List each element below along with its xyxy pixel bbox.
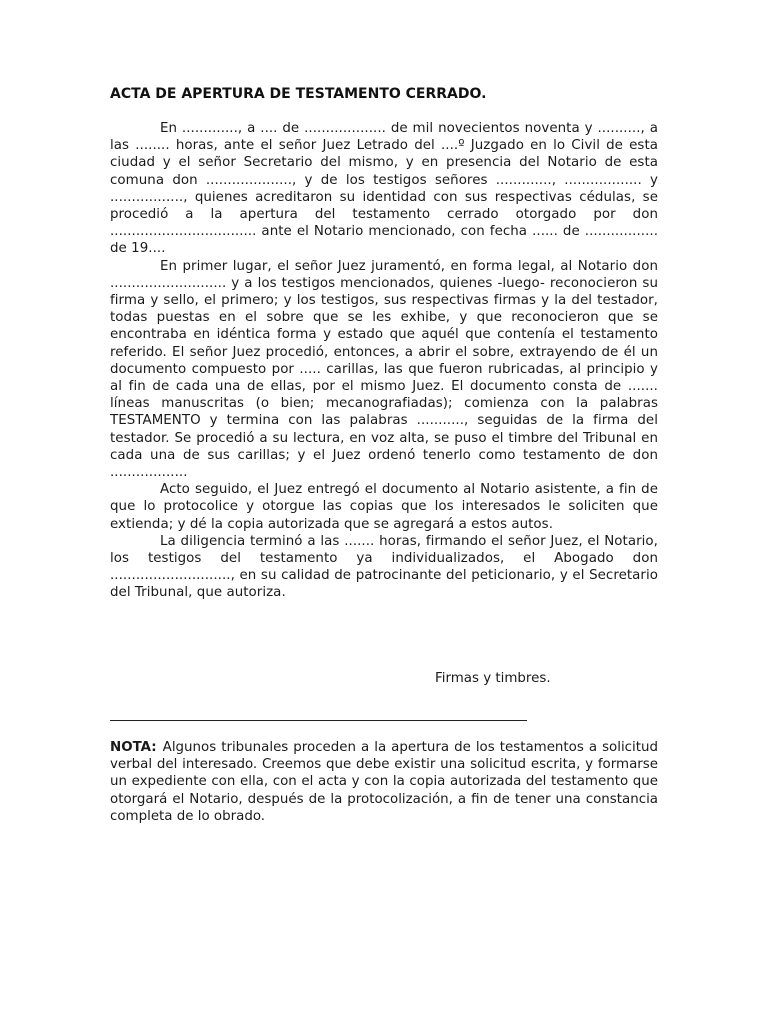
signature-line: Firmas y timbres. (435, 671, 551, 686)
paragraph-delivery: Acto seguido, el Juez entregó el documento al Notario asistente, a fin de que lo protocolice y otorgue las copias que los interesados le soliciten que extienda; y dé la copia autorizada que se agregará a estos autos. (110, 482, 658, 532)
document-title: ACTA DE APERTURA DE TESTAMENTO CERRADO. (110, 86, 487, 102)
paragraph-oath: En primer lugar, el señor Juez juramentó, en forma legal, al Notario don ........................... y a los testigos mencionados, quienes -luego- reconocieron su firma y sello, el primero; y los testigos, sus respectivas firmas y la del testador, todas puestas en el sobre que se les exhibe, y que reconocieron que se encontraba en idéntica forma y estado que aquél que contenía el testamento referido. El señor Juez procedió, entonces, a abrir el sobre, extrayendo de él un documento compuesto por ..... carillas, las que fueron rubricadas, al principio y al fin de cada una de ellas, por el mismo Juez. El documento consta de ....... líneas manuscritas (o bien; mecanografiadas); comienza con la palabras TESTAMENTO y termina con las palabras ..........., seguidas de la firma del testador. Se procedió a su lectura, en voz alta, se puso el timbre del Tribunal en cada una de sus carillas; y el Juez ordenó tenerlo como testamento de don .................. (110, 258, 658, 481)
paragraph-closing: La diligencia terminó a las ....... horas, firmando el señor Juez, el Notario, los testigos del testamento ya individualizados, el Abogado don ............................, en su calidad de patrocinante del peticionario, y el Secretario del Tribunal, que autoriza. (110, 533, 658, 601)
note-block (110, 739, 658, 825)
note-text: Algunos tribunales proceden a la apertura de los testamentos a solicitud verbal del interesado. Creemos que debe existir una solicitud escrita, y formarse un expediente con ella, con el acta y con la copia autorizada del testamento que otorgará el Notario, después de la protocolización, a fin de tener una constancia completa de lo obrado. (110, 740, 658, 824)
separator-rule (110, 720, 527, 721)
note-label: NOTA: (110, 740, 157, 755)
paragraph-opening: En ............., a .... de ................... de mil novecientos noventa y .........., a las ........ horas, ante el señor Juez Letrado del ....º Juzgado en lo Civil de esta ciudad y el señor Secretario del mismo, y en presencia del Notario de esta comuna don ...................., y de los testigos señores ............., .................. y ................., quienes acreditaron su identidad con sus respectivas cédulas, se procedió a la apertura del testamento cerrado otorgado por don .................................. ante el Notario mencionado, con fecha ...... de ................. de 19.... (110, 121, 658, 257)
document-body (110, 120, 658, 602)
